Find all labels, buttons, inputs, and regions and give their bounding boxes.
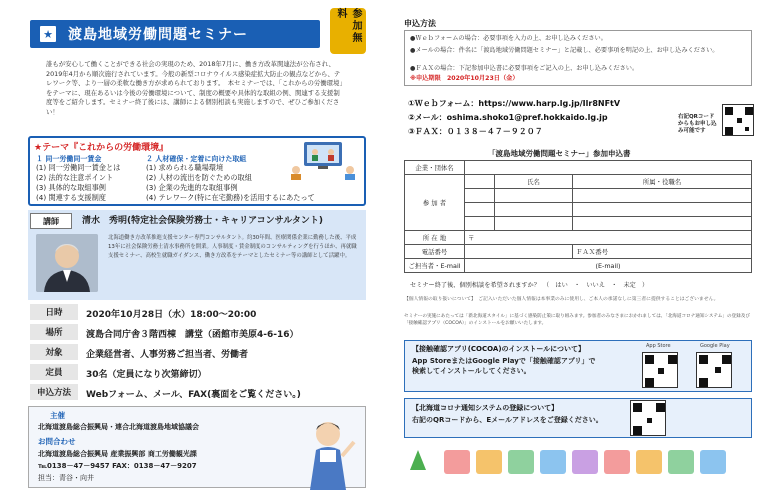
- theme2-title: ２ 人材確保・定着に向けた取組: [146, 155, 247, 163]
- web-form-link[interactable]: ①Ｗｅｂフォーム：https://www.harp.lg.jp/Ilr8NFtV: [408, 99, 621, 108]
- fax-method: ●ＦＡＸの場合：下記参加申込書に必要事項をご記入の上、お申し込みください。: [410, 65, 639, 72]
- intro-text: 誰もが安心して働くことができる社会の実現のため、2018年7月に、働き方改革関連法が公布され、2019年4月から順次施行されています。今般の新型コロナウイルス感染症拡大防止の観点などから、テレワーク等、より一層の柔軟な働き方が求められております。 本セミナーでは、「これからの労働環境」をテーマに、現在あるいは今後の労働環境について、制度の概要や具体的な取組の例、関連する支援制度等をご紹介します。セミナー終了後には、講師による個別相談も実施しますので、ぜひご参加ください！: [46, 60, 346, 116]
- apply-heading: 申込方法: [404, 19, 436, 28]
- apply-value: Webフォーム、メール、FAX(裏面をご覧ください。): [86, 390, 301, 400]
- title-banner: [30, 20, 320, 48]
- hokkaido-logo-icon: ★: [38, 24, 58, 44]
- fax-label: ＦＡＸ番号: [573, 245, 752, 259]
- app-store-label: App Store: [646, 343, 671, 349]
- person-icon: [36, 234, 98, 292]
- cocoa-title: 【接触確認アプリ(COCOA)のインストールについて】: [412, 345, 586, 353]
- date-value: 2020年10月28日（水）18:00～20:00: [86, 310, 257, 320]
- theme1-item: (1) 同一労働同一賃金とは: [36, 163, 121, 172]
- email-link[interactable]: ②メール：oshima.shoko1@pref.hokkaido.lg.jp: [408, 113, 608, 122]
- name-field[interactable]: [495, 217, 573, 231]
- theme1-item: (2) 法的な注意ポイント: [36, 173, 114, 182]
- company-field[interactable]: [465, 161, 752, 175]
- target-value: 企業経営者、人事労務ご担当者、労働者: [86, 350, 249, 360]
- place-label: 場所: [30, 324, 78, 340]
- spacer: [465, 175, 495, 189]
- capacity-label: 定員: [30, 364, 78, 380]
- web-method: ●Ｗｅｂフォームの場合：必要事項を入力の上、お申し込みください。: [410, 35, 607, 42]
- email-field[interactable]: (E-mail): [465, 259, 752, 273]
- host-value: 北海道渡島総合振興局・連合北海道渡島地域協議会: [38, 423, 199, 431]
- host-label: 主催: [50, 411, 65, 420]
- flyer-title: 渡島地域労働問題セミナー: [68, 27, 248, 43]
- notify-qr-icon[interactable]: [630, 400, 666, 436]
- free-badge: 参加無料: [330, 8, 366, 54]
- tel-label: 電話番号: [405, 245, 465, 259]
- telework-illustration-icon: [288, 140, 358, 180]
- name-header: 氏名: [495, 175, 573, 189]
- speaker-photo: [36, 234, 98, 292]
- qr-note: 右記QRコードからもお申し込み可能です: [678, 114, 717, 134]
- contact-person: 担当：青谷・向井: [38, 474, 94, 482]
- name-field[interactable]: [495, 189, 573, 203]
- consultation-question: セミナー終了後、個別相談を希望されますか？ （ はい ・ いいえ ・ 未定 ）: [410, 282, 649, 289]
- dept-field[interactable]: [573, 217, 752, 231]
- address-field[interactable]: 〒: [465, 231, 752, 245]
- theme1-list: [36, 163, 120, 203]
- theme-heading: ★テーマ『これからの労働環境』: [34, 143, 169, 153]
- new-hokkaido-style-banner: [404, 442, 752, 482]
- cocoa-text: App StoreまたはGoogle Playで「接触確認アプリ」で検索してインストールしてください。: [412, 357, 596, 375]
- google-play-label: Google Play: [700, 343, 730, 349]
- google-play-qr-icon[interactable]: [696, 352, 732, 388]
- apply-label: 申込方法: [30, 384, 78, 400]
- tel-field[interactable]: [465, 245, 573, 259]
- speaker-label: 講師: [30, 213, 72, 229]
- theme1-title: １ 同一労働同一賃金: [36, 155, 102, 163]
- app-store-qr-icon[interactable]: [642, 352, 678, 388]
- capacity-value: 30名（定員になり次第締切）: [86, 370, 207, 380]
- notify-title: 【北海道コロナ通知システムの登録について】: [412, 404, 559, 412]
- mascot-icon: [298, 416, 358, 490]
- theme2-item: (4) テレワーク(特に在宅勤務)を活用するにあたって: [146, 193, 315, 202]
- contact-label: お問合わせ: [38, 437, 76, 446]
- deadline: ※申込期限 2020年10月23日（金）: [410, 75, 519, 82]
- contact-org: 北海道渡島総合振興局 産業振興部 商工労働観光課: [38, 450, 197, 458]
- name-field[interactable]: [495, 203, 573, 217]
- contact-email-label: ご担当者・E-mail: [405, 259, 465, 273]
- dept-field[interactable]: [573, 189, 752, 203]
- hokkaido-style-icons-icon: [404, 442, 752, 482]
- theme1-item: (3) 具体的な取組事例: [36, 183, 106, 192]
- theme2-item: (2) 人材の流出を防ぐための取組: [146, 173, 252, 182]
- address-label: 所 在 地: [405, 231, 465, 245]
- flyer-back: [396, 6, 762, 488]
- theme2-item: (1) 求められる職場環境: [146, 163, 224, 172]
- date-label: 日時: [30, 304, 78, 320]
- notify-text: 右記のQRコードから、Eメールアドレスをご登録ください。: [412, 416, 603, 424]
- mail-method: ●メールの場合：件名に「渡島地域労働問題セミナー」と記載し、必要事項を明記の上、お申し込みください。: [410, 47, 719, 54]
- target-label: 対象: [30, 344, 78, 360]
- dept-field[interactable]: [573, 203, 752, 217]
- apply-qr-code-icon[interactable]: [722, 104, 754, 136]
- privacy-notes: 【個人情報の取り扱いについて】 ご記入いただいた個人情報は本事業のみに使用し、ご本人の承諾なしに第三者に提供することはございません。: [404, 297, 719, 302]
- place-value: 渡島合同庁舎３階西棟 講堂（函館市美原4-6-16）: [86, 330, 299, 340]
- theme1-item: (4) 関連する支援制度: [36, 193, 106, 202]
- fax-number: ③ＦＡＸ：０１３８－４７－９２０７: [408, 127, 543, 136]
- speaker-name: 清水 秀明(特定社会保険労務士・キャリアコンサルタント): [82, 216, 323, 226]
- form-title: 「渡島地域労働問題セミナー」参加申込書: [488, 149, 631, 158]
- participant-label: 参 加 者: [405, 175, 465, 231]
- speaker-bio: 北海道働き方改革推進支援センター専門コンサルタント。約30年間、医療関係企業に勤務した後、平成13年に社会保険労務士清水事務所を開業。人事制度・賃金制度のコンサルティングを行うほか、再就職支援セミナー、高校生就職ガイダンス、働き方改革をテーマとしたセミナー等の講師として活躍中。: [108, 235, 357, 259]
- application-form: [404, 160, 752, 273]
- covid-measures-text: セミナーの実施にあたっては「新北海道スタイル」に基づく感染防止策に取り組みます。参加者のみなさまにおかれましては、「北海道コロナ通知システム」の登録及び「接触確認アプリ（COCOA）」のインストールをお願いいたします。: [404, 314, 750, 326]
- theme2-item: (3) 企業の先進的な取組事例: [146, 183, 238, 192]
- contact-phone: ℡0138－47－9457 FAX：0138－47－9207: [38, 462, 197, 470]
- company-label: 企業・団体名: [405, 161, 465, 175]
- flyer-front: [8, 6, 378, 488]
- dept-header: 所属・役職名: [573, 175, 752, 189]
